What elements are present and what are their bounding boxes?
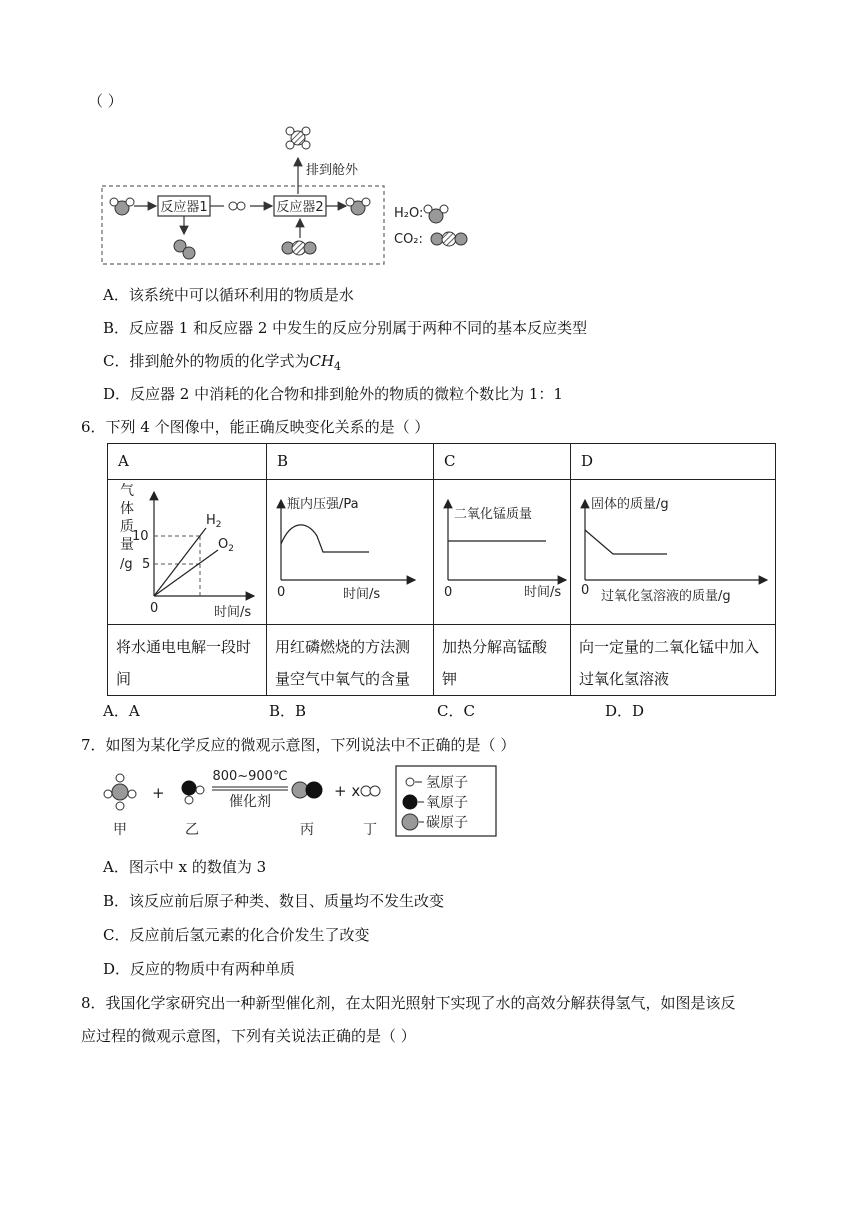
graph-d-origin: 0	[581, 583, 590, 598]
graph-d	[571, 480, 775, 620]
q6-graph-c-cell	[434, 480, 571, 625]
q7-stem: 7．如图为某化学反应的微观示意图，下列说法中不正确的是（ ）	[81, 736, 516, 754]
graph-c-origin: 0	[444, 585, 453, 600]
q7-option-b[interactable]: B．该反应前后原子种类、数目、质量均不发生改变	[103, 892, 445, 910]
methane-molecule-icon	[286, 127, 310, 149]
q5-option-c-formula: CH	[309, 352, 335, 370]
legend-co2-icon	[431, 232, 467, 246]
legend-hydrogen-label: 氢原子	[426, 775, 468, 791]
co2-molecule-icon	[282, 241, 316, 255]
legend-h2o-label: H₂O:	[394, 206, 424, 221]
q6-graph-b-cell	[267, 480, 434, 625]
graph-d-xlabel: 过氧化氢溶液的质量/g	[601, 589, 731, 604]
label-bing: 丙	[300, 822, 314, 838]
legend-carbon-icon	[402, 814, 418, 830]
plus-x-sign: + x	[334, 782, 361, 800]
graph-b-ylabel: 瓶内压强/Pa	[287, 497, 359, 512]
q6-answer-b[interactable]: B．B	[269, 702, 307, 720]
q5-answer-bracket: （ ）	[88, 92, 123, 110]
reactor-1-label: 反应器1	[160, 200, 208, 215]
graph-a-ylabel-4: 量	[120, 537, 134, 553]
methane-molecule-icon	[104, 774, 136, 810]
q6-graph-d-cell	[571, 480, 776, 625]
graph-a-ylabel-2: 体	[120, 501, 134, 517]
q6-stem: 6．下列 4 个图像中，能正确反映变化关系的是（ ）	[81, 418, 430, 436]
q8-stem-line-1: 8．我国化学家研究出一种新型催化剂，在太阳光照射下实现了水的高效分解获得氢气，如图是该反	[81, 994, 736, 1012]
graph-c-xlabel: 时间/s	[524, 585, 562, 600]
q7-option-d[interactable]: D．反应的物质中有两种单质	[103, 960, 296, 978]
graph-a-tick-10: 10	[132, 529, 149, 544]
hydrogen-molecule-icon	[229, 202, 245, 210]
q7-option-a[interactable]: A．图示中 x 的数值为 3	[103, 858, 267, 876]
graph-a-h2-label: $H_2$	[206, 513, 222, 530]
graph-a-ylabel-3: 质	[120, 519, 134, 535]
q5-option-a[interactable]: A．该系统中可以循环利用的物质是水	[103, 286, 354, 304]
q6-answer-d[interactable]: D．D	[605, 702, 645, 720]
q6-answer-a[interactable]: A．A	[103, 702, 140, 720]
q5-option-d[interactable]: D．反应器 2 中消耗的化合物和排到舱外的物质的微粒个数比为 1：1	[103, 385, 563, 403]
water-molecule-icon	[182, 781, 204, 804]
q6-header-c: C	[434, 444, 571, 480]
graph-a-ylabel-5: /g	[120, 557, 133, 572]
oxygen-molecule-icon	[174, 240, 195, 259]
label-jia: 甲	[113, 822, 127, 838]
graph-a-xlabel: 时间/s	[214, 605, 252, 620]
h2-line	[154, 528, 206, 596]
label-ding: 丁	[363, 822, 377, 838]
reaction-condition-catalyst: 催化剂	[229, 794, 271, 810]
legend-oxygen-label: 氧原子	[426, 795, 468, 811]
pressure-curve	[281, 525, 369, 552]
graph-b-xlabel: 时间/s	[343, 587, 381, 602]
solid-mass-curve	[585, 530, 667, 554]
q5-reactor-diagram	[100, 122, 480, 267]
graph-a-o2-label: $O_2$	[218, 537, 234, 554]
water-molecule-icon	[110, 198, 134, 215]
system-boundary	[102, 186, 384, 264]
hydrogen-molecule-icon	[361, 786, 380, 796]
reaction-condition-temperature: 800~900℃	[212, 769, 288, 784]
graph-a	[108, 480, 266, 620]
q6-header-d: D	[571, 444, 776, 480]
q7-reaction-diagram	[100, 762, 500, 840]
graph-c	[434, 480, 570, 620]
graph-d-ylabel: 固体的质量/g	[591, 497, 669, 512]
q6-caption-a: 将水通电电解一段时 间	[108, 625, 267, 696]
co-molecule-icon	[292, 782, 322, 798]
q6-header-a: A	[108, 444, 267, 480]
graph-a-ylabel-1: 气	[120, 483, 134, 499]
q6-graph-a-cell	[108, 480, 267, 625]
q6-header-b: B	[267, 444, 434, 480]
graph-c-ylabel: 二氧化锰质量	[454, 507, 533, 522]
graph-a-tick-5: 5	[142, 557, 151, 572]
graph-a-origin: 0	[150, 601, 159, 616]
legend-hydrogen-icon	[406, 778, 414, 786]
q5-option-c[interactable]	[103, 350, 341, 373]
q5-option-b[interactable]: B．反应器 1 和反应器 2 中发生的反应分别属于两种不同的基本反应类型	[103, 319, 588, 337]
q6-caption-d: 向一定量的二氧化锰中加入 过氧化氢溶液	[571, 625, 776, 696]
legend-carbon-label: 碳原子	[426, 815, 468, 831]
q6-caption-b: 用红磷燃烧的方法测 量空气中氧气的含量	[267, 625, 434, 696]
water-output-molecule-icon	[346, 198, 370, 215]
graph-b-origin: 0	[277, 585, 286, 600]
q7-option-c[interactable]: C．反应前后氢元素的化合价发生了改变	[103, 926, 370, 944]
q6-graph-table	[107, 443, 776, 696]
q6-caption-c: 加热分解高锰酸 钾	[434, 625, 571, 696]
graph-b	[267, 480, 433, 620]
legend-co2-label: CO₂:	[394, 232, 423, 247]
q8-stem-line-2: 应过程的微观示意图，下列有关说法正确的是（ ）	[81, 1027, 416, 1045]
q5-option-c-text: C．排到舱外的物质的化学式为	[103, 352, 310, 370]
legend-water-icon	[424, 205, 448, 223]
vent-label: 排到舱外	[306, 163, 359, 178]
legend-oxygen-icon	[403, 795, 417, 809]
q6-answer-c[interactable]: C．C	[437, 702, 475, 720]
reactor-2-label: 反应器2	[276, 200, 324, 215]
o2-line	[154, 550, 218, 596]
q5-option-c-subscript: 4	[334, 360, 342, 373]
label-yi: 乙	[185, 822, 199, 838]
plus-sign: +	[152, 784, 165, 802]
